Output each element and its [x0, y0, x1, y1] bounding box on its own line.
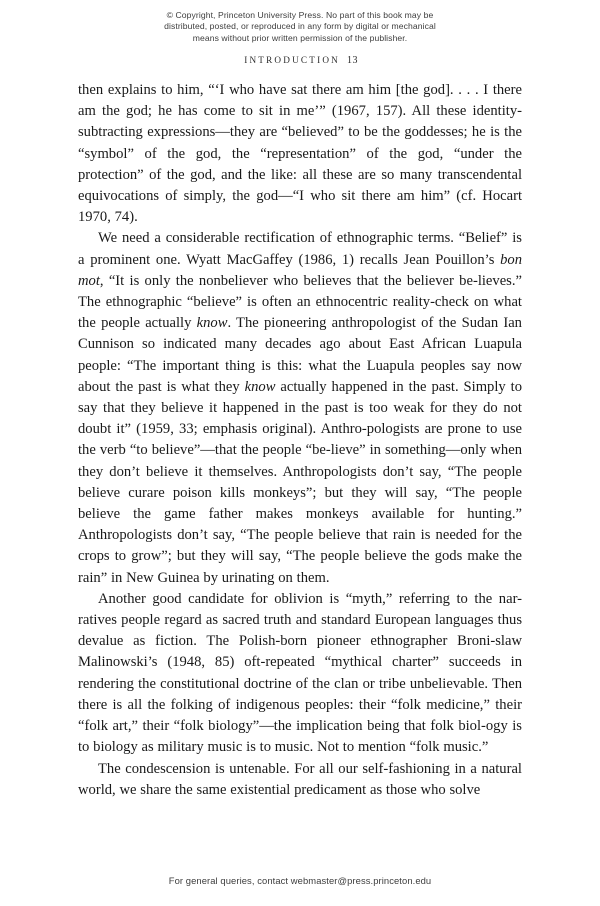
body-text-column [78, 80, 522, 801]
copyright-line-2: distributed, posted, or reproduced in any form by digital or mechanical [164, 21, 436, 32]
paragraph: We need a considerable rectification of ethnographic terms. “Belief” is a prominent one. Wyatt MacGaffey (1986, 1) recalls Jean Pouillon’s bon mot, “It is only the nonbeliever who believes that the believer be-lieves.” The ethnographic “believe” is often an ethnocentric reality-check on what the people actually know. The pioneering anthropologist of the Sudan Ian Cunnison so indicated many decades ago about East African Luapula people: “The important thing is this: what the Luapula peoples say now about the past is what they know actually happened in the past. Simply to say that they believe it happened in the past is too weak for they do not doubt it” (1959, 33; emphasis original). Anthro-pologists are prone to use the verb “to believe”—that the people “be-lieve” in something—only when they don’t believe it themselves. Anthropologists don’t say, “The people believe curare poison kills monkeys”; but they will say, “The people believe the game father makes monkeys available for hunting.” Anthropologists don’t say, “The people believe that rain is needed for the crops to grow”; but they will say, “The people believe the gods make the rain” in New Guinea by urinating on them. [78, 230, 522, 586]
page-number: 13 [347, 55, 358, 66]
copyright-line-3: means without prior written permission of the publisher. [192, 32, 408, 43]
footer-queries-note: For general queries, contact webmaster@press.princeton.edu [168, 875, 432, 886]
running-head-chapter: INTRODUCTION [244, 55, 340, 65]
paragraph: The condescension is untenable. For all our self-fashioning in a natural world, we share the same existential predicament as those who solve [78, 760, 522, 798]
running-head [0, 55, 600, 66]
paragraph: Another good candidate for oblivion is “myth,” referring to the nar-ratives people regard as sacred truth and standard European languages thus devalue as fiction. The Polish-born pioneer ethnographer Broni-slaw Malinowski’s (1948, 85) oft-repeated “mythical charter” succeeds in rendering the constitutional doctrine of the clan or tribe unbelievable. Then there is all the folking of indigenous peoples: their “folk medicine,” their “folk art,” their “folk biology”—the implication being that folk biol-ogy is to biology as military music is to music. Not to mention “folk music.” [78, 590, 522, 756]
copyright-line-1: © Copyright, Princeton University Press. No part of this book may be [166, 10, 434, 20]
copyright-notice [0, 10, 600, 44]
paragraph: then explains to him, “‘I who have sat there am him [the god]. . . . I there am the god; he has come to sit in me’” (1967, 157). All these identity-subtracting expressions—they are “believed” to be the goddesses; he is the “symbol” of the god, the “representation” of the god, “under the protection” of the god, and the like: all these are so many transcendental equivocations of simply, the god—“I who sit there am him” (cf. Hocart 1970, 74). [78, 82, 522, 226]
